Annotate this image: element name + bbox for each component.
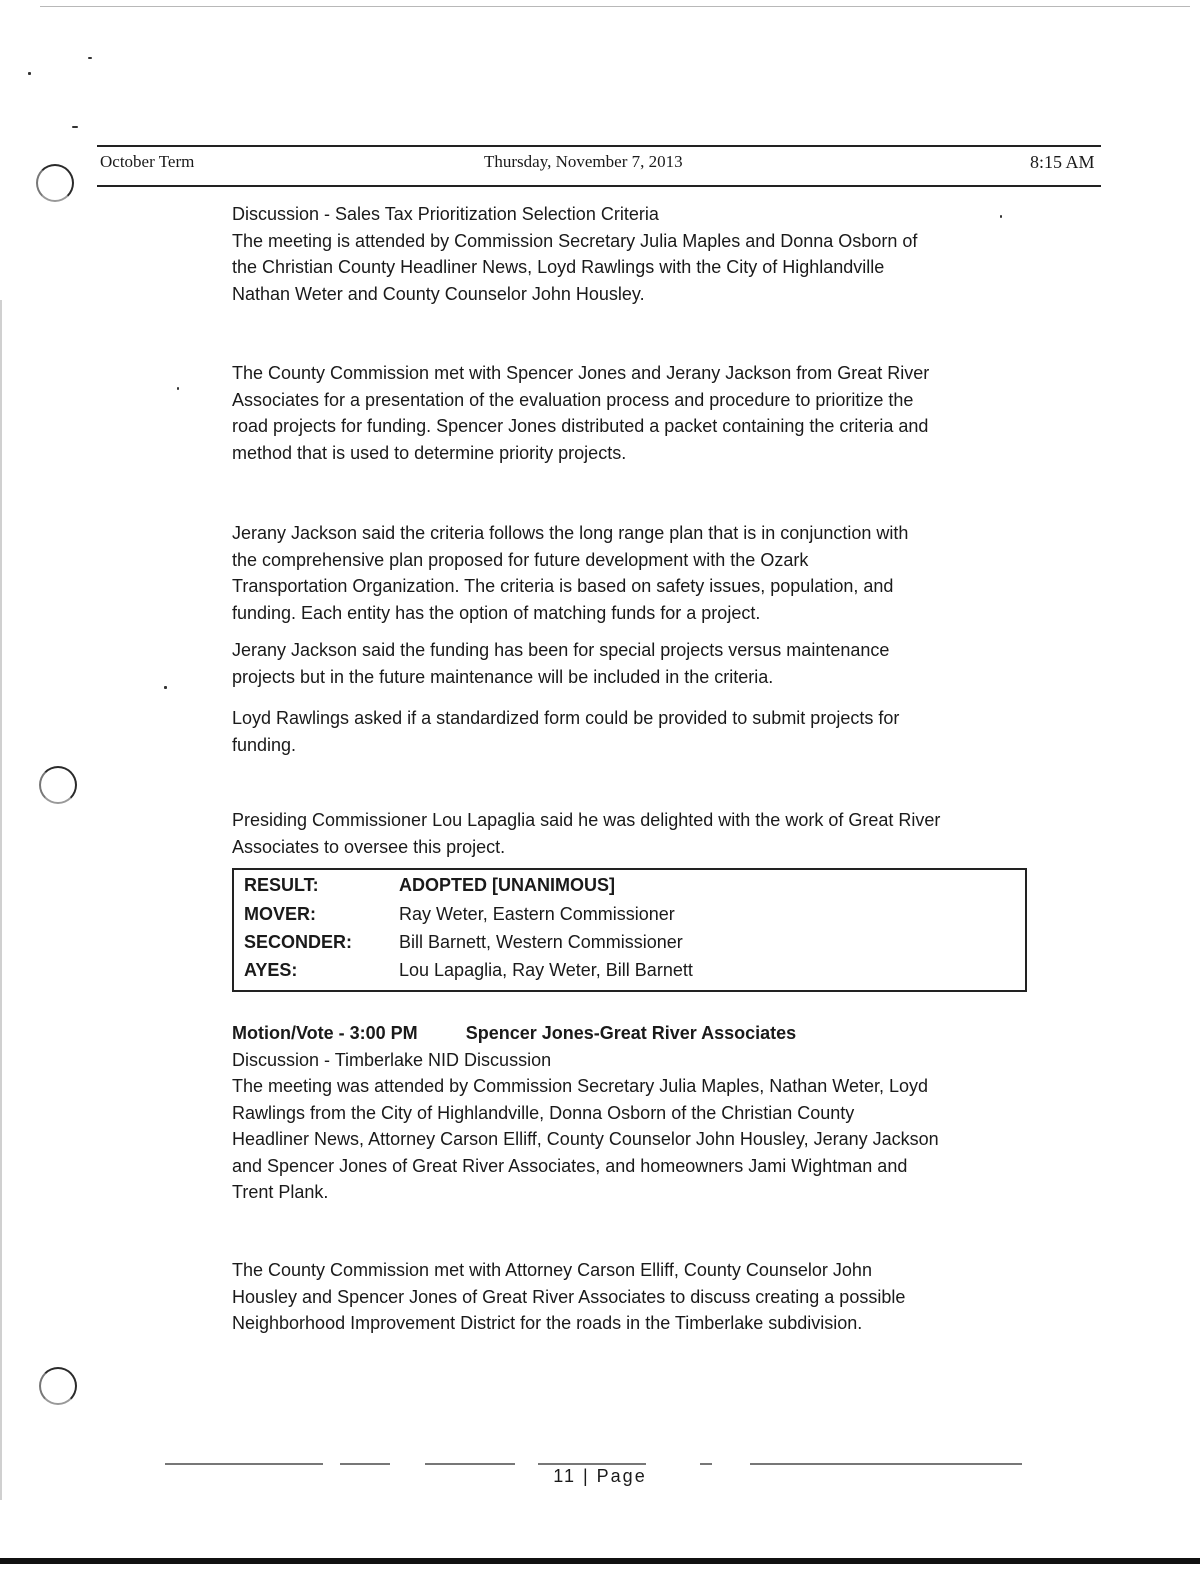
punch-hole bbox=[39, 1367, 77, 1405]
paragraph bbox=[232, 705, 1032, 758]
vote-label: RESULT: bbox=[244, 875, 319, 895]
scan-speck bbox=[88, 57, 92, 59]
paragraph bbox=[232, 637, 1032, 690]
paragraph-line: the comprehensive plan proposed for future development with the Ozark bbox=[232, 549, 809, 570]
scan-top-edge bbox=[40, 6, 1190, 7]
scan-bottom-edge bbox=[0, 1558, 1200, 1564]
attendance-line: Trent Plank. bbox=[232, 1182, 329, 1202]
attendance-line: The meeting is attended by Commission Secretary Julia Maples and Donna Osborn of bbox=[232, 230, 918, 251]
paragraph-line: Transportation Organization. The criteria is based on safety issues, population, and bbox=[232, 576, 894, 596]
paragraph bbox=[232, 520, 1032, 626]
paragraph-line: Neighborhood Improvement District for the roads in the Timberlake subdivision. bbox=[232, 1313, 863, 1333]
paragraph-line: Jerany Jackson said the funding has been for special projects versus maintenance bbox=[232, 640, 890, 660]
header-rule-top bbox=[97, 145, 1101, 147]
paragraph-line: projects but in the future maintenance will be included in the criteria. bbox=[232, 666, 774, 687]
header-rule-bottom bbox=[97, 185, 1101, 187]
section1-intro bbox=[232, 201, 1032, 307]
vote-value: ADOPTED [UNANIMOUS] bbox=[399, 875, 615, 895]
footer-rule-segment bbox=[165, 1463, 323, 1465]
attendance-line: the Christian County Headliner News, Loyd Rawlings with the City of Highlandville bbox=[232, 257, 885, 277]
scan-speck bbox=[28, 72, 31, 75]
paragraph-line: Housley and Spencer Jones of Great River Associates to discuss creating a possible bbox=[232, 1286, 906, 1307]
paragraph-line: Associates for a presentation of the evaluation process and procedure to prioritize the bbox=[232, 389, 914, 410]
vote-value: Lou Lapaglia, Ray Weter, Bill Barnett bbox=[399, 960, 693, 980]
vote-value: Ray Weter, Eastern Commissioner bbox=[399, 904, 675, 924]
attendance-line: and Spencer Jones of Great River Associates, and homeowners Jami Wightman and bbox=[232, 1155, 908, 1176]
scan-speck bbox=[164, 686, 167, 689]
attendance-line: The meeting was attended by Commission Secretary Julia Maples, Nathan Weter, Loyd bbox=[232, 1076, 929, 1096]
meeting-time: 8:15 AM bbox=[1030, 152, 1095, 172]
attendance-line: Nathan Weter and County Counselor John Housley. bbox=[232, 283, 645, 304]
paragraph-line: Associates to oversee this project. bbox=[232, 836, 506, 857]
paragraph-line: Jerany Jackson said the criteria follows the long range plan that is in conjunction with bbox=[232, 523, 909, 543]
vote-label: MOVER: bbox=[244, 904, 316, 924]
scan-speck bbox=[72, 126, 78, 128]
attendance-line: Headliner News, Attorney Carson Elliff, County Counselor John Housley, Jerany Jackson bbox=[232, 1129, 939, 1149]
scan-speck bbox=[177, 387, 179, 390]
paragraph-line: funding. bbox=[232, 734, 297, 755]
motion-subject: Spencer Jones-Great River Associates bbox=[465, 1023, 797, 1043]
footer-rule-segment bbox=[425, 1463, 515, 1465]
page-number: 11 | Page bbox=[553, 1466, 647, 1486]
vote-label: AYES: bbox=[244, 960, 298, 980]
punch-hole bbox=[39, 766, 77, 804]
motion-label: Motion/Vote - 3:00 PM bbox=[232, 1023, 418, 1043]
footer-rule-segment bbox=[538, 1463, 646, 1465]
footer-rule-segment bbox=[750, 1463, 1022, 1465]
scan-left-edge bbox=[0, 300, 2, 1500]
term-label: October Term bbox=[100, 152, 195, 171]
paragraph-line: Loyd Rawlings asked if a standardized form could be provided to submit projects for bbox=[232, 708, 900, 728]
vote-label: SECONDER: bbox=[244, 932, 353, 952]
attendance-line: Rawlings from the City of Highlandville, Donna Osborn of the Christian County bbox=[232, 1102, 855, 1123]
motion-heading bbox=[232, 1020, 1032, 1047]
paragraph bbox=[232, 1257, 1032, 1337]
discussion-title: Discussion - Sales Tax Prioritization Selection Criteria bbox=[232, 204, 659, 224]
paragraph-line: funding. Each entity has the option of matching funds for a project. bbox=[232, 602, 761, 623]
paragraph-line: The County Commission met with Spencer Jones and Jerany Jackson from Great River bbox=[232, 363, 930, 383]
paragraph-line: road projects for funding. Spencer Jones distributed a packet containing the criteria and bbox=[232, 416, 929, 436]
section2-intro bbox=[232, 1020, 1032, 1206]
paragraph-line: The County Commission met with Attorney Carson Elliff, County Counselor John bbox=[232, 1260, 872, 1280]
vote-value: Bill Barnett, Western Commissioner bbox=[399, 932, 683, 952]
footer-rule-segment bbox=[340, 1463, 390, 1465]
footer-rule-segment bbox=[700, 1463, 712, 1465]
discussion-title: Discussion - Timberlake NID Discussion bbox=[232, 1049, 552, 1070]
paragraph bbox=[232, 360, 1032, 466]
paragraph-line: Presiding Commissioner Lou Lapaglia said he was delighted with the work of Great River bbox=[232, 810, 941, 830]
vote-result-table bbox=[232, 868, 1027, 992]
paragraph bbox=[232, 807, 1032, 860]
meeting-date: Thursday, November 7, 2013 bbox=[484, 152, 683, 171]
paragraph-line: method that is used to determine priority projects. bbox=[232, 442, 627, 463]
punch-hole bbox=[36, 164, 74, 202]
